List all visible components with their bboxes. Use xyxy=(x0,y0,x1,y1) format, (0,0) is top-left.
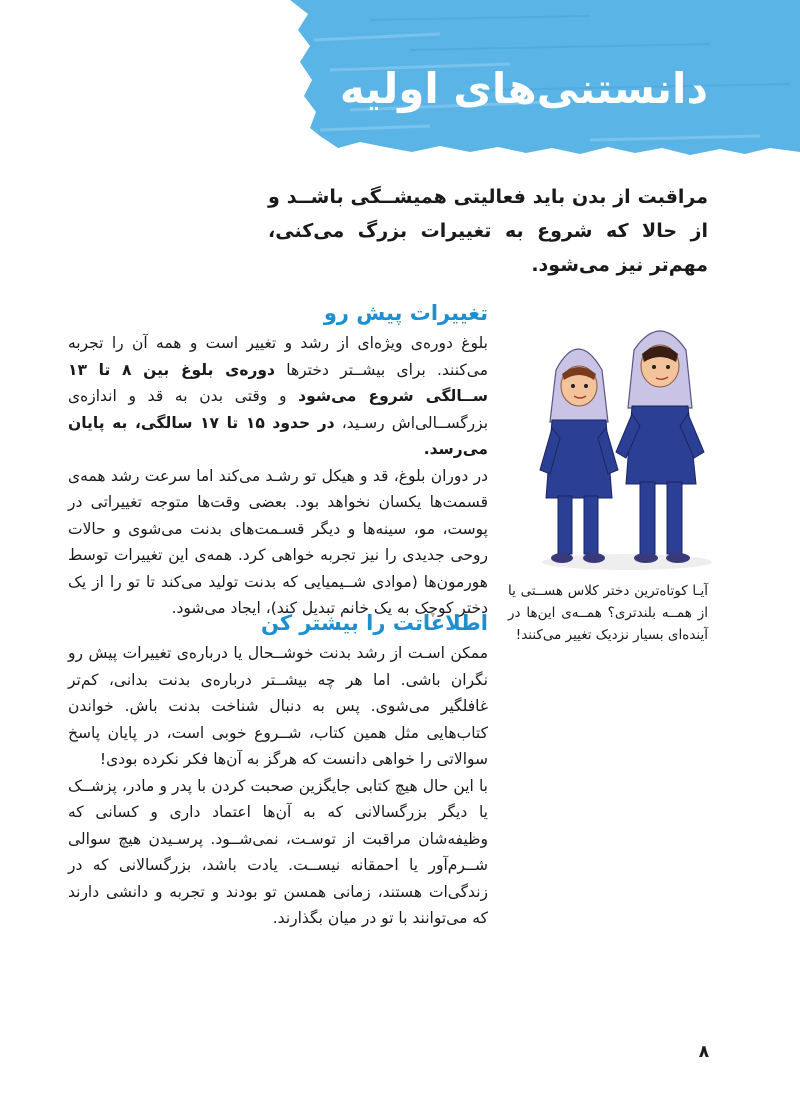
text-run: و وقتی بدن به قد و اندازه‌ی بزرگســالی‌اش رسـید، xyxy=(68,387,489,432)
page-number: ۸ xyxy=(698,1042,710,1062)
bold-text: دوره‌ی بلوغ بین ۸ تا ۱۳ ســالگی شروع می‌شود xyxy=(68,360,488,405)
page-title: دانستنی‌های اولیه xyxy=(339,64,708,113)
paragraph: ممکن اسـت از رشد بدنت خوشــحال یا درباره‌ی تغییرات پیش رو نگران باشی. اما هر چه بیشــتر درباره‌ی بدنت بدانی، کم‌تر غافلگیر می‌شوی. پس به دنبال شناخت بدنت باش. خواندن کتاب‌هایی مثل همین کتاب، شــروع خوبی است، در پایان پاسخ سوالاتی را خواهی دانست که هرگز به آن‌ها فکر نکرده بودی! xyxy=(68,644,488,768)
section-heading: اطلاعاتت را بیشتر کن xyxy=(260,611,488,635)
tall-girl-figure xyxy=(616,331,704,563)
intro-paragraph: مراقبت از بدن باید فعالیتی همیشــگی باشــد و از حالا که شروع به تغییرات بزرگ می‌کنی، مهم‌تر نیز می‌شود. xyxy=(268,186,708,276)
figure-caption: آیـا کوتاه‌ترین دختر کلاس هســتی یا از همــه بلندتری؟ همــه‌ی این‌ها در آینده‌ای بسیار نزدیک تغییر می‌کنند! xyxy=(508,583,708,643)
short-girl-figure xyxy=(540,349,618,563)
section-learn-more xyxy=(68,606,488,932)
text-run: بلوغ دوره‌ی ویژه‌ای از رشد و تغییر است و همه آن را تجربه می‌کنند. برای بیشــتر دخترها xyxy=(68,334,489,379)
paragraph: با این حال هیچ کتابی جایگزین صحبت کردن با پدر و مادر، پزشــک یا دیگر بزرگسالانی که به آن‌ها اعتماد داری و کسانی که وظیفه‌شان مراقبت از توسـت، نمی‌شــود. پرسـیدن هیچ سوالی شــرم‌آور یا احمقانه نیســت. یادت باشد، بزرگسالانی که در زندگی‌ات هستند، زمانی همسن تو بودند و تجربه و دانشی دارند که می‌توانند با تو در میان بگذارند. xyxy=(68,776,488,927)
girls-illustration xyxy=(532,330,722,575)
paragraph: در دوران بلوغ، قد و هیکل تو رشـد می‌کند اما سرعت رشد همه‌ی قسمت‌ها یکسان نخواهد بود. بعضی وقت‌ها متوجه تغییراتی در پوست، مو، سینه‌ها و دیگر قسـمت‌های بدنت می‌شوی و حالات روحی جدیدی را نیز تجربه خواهی کرد. همه‌ی این تغییرات توسط هورمون‌ها (موادی شــیمیایی که بدنت تولید می‌کند تا تو را از یک دختر کوچک به یک خانم تبدیل کند)، ایجاد می‌شود. xyxy=(68,466,488,617)
bold-text: در حدود ۱۵ تا ۱۷ سالگی، به پایان می‌رسد. xyxy=(68,413,488,458)
section-changes-ahead xyxy=(68,296,488,622)
section-heading: تغییرات پیش رو xyxy=(323,301,488,325)
paragraph xyxy=(68,330,488,463)
